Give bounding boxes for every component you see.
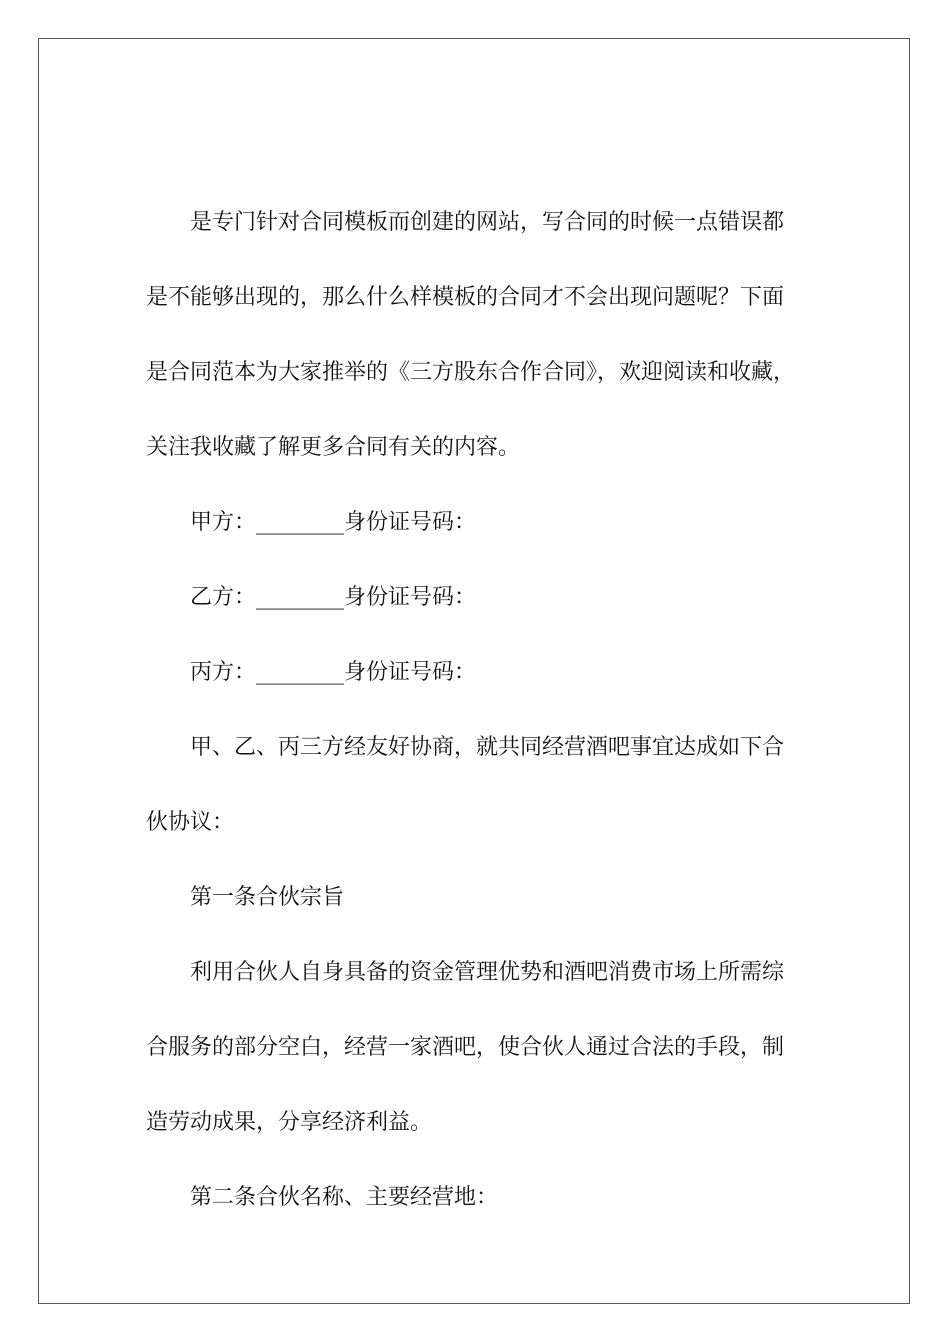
party-a-label: 甲方： xyxy=(190,510,257,535)
party-c-line xyxy=(146,653,806,728)
intro-line-3: 是合同范本为大家推举的《三方股东合作合同》，欢迎阅读和收藏， xyxy=(146,360,796,385)
intro-line-2: 是不能够出现的，那么什么样模板的合同才不会出现问题呢？下面 xyxy=(146,285,785,310)
party-c-label: 丙方： xyxy=(190,660,257,685)
party-b-line xyxy=(146,578,806,653)
article-2-title: 第二条合伙名称、主要经营地： xyxy=(190,1185,499,1210)
agreement-line-1: 甲、乙、丙三方经友好协商，就共同经营酒吧事宜达成如下合 xyxy=(190,735,785,760)
party-b-label: 乙方： xyxy=(190,585,257,610)
party-c-blank: ________ xyxy=(256,660,345,685)
party-a-id-label: 身份证号码： xyxy=(344,510,477,535)
document-body xyxy=(146,203,806,1253)
party-b-id-label: 身份证号码： xyxy=(344,585,477,610)
article-1-line-3: 造劳动成果，分享经济利益。 xyxy=(146,1110,433,1135)
party-c-id-label: 身份证号码： xyxy=(344,660,477,685)
intro-line-1: 是专门针对合同模板而创建的网站，写合同的时候一点错误都 xyxy=(190,210,785,235)
party-a-blank: ________ xyxy=(256,510,345,535)
article-1-title: 第一条合伙宗旨 xyxy=(190,885,345,910)
intro-line-4: 关注我收藏了解更多合同有关的内容。 xyxy=(146,435,521,460)
article-1-line-2: 合服务的部分空白，经营一家酒吧，使合伙人通过合法的手段，制 xyxy=(146,1035,785,1060)
article-1-line-1: 利用合伙人自身具备的资金管理优势和酒吧消费市场上所需综 xyxy=(190,960,785,985)
party-b-blank: ________ xyxy=(256,585,345,610)
party-a-line xyxy=(146,503,806,578)
agreement-line-2: 伙协议： xyxy=(146,810,235,835)
